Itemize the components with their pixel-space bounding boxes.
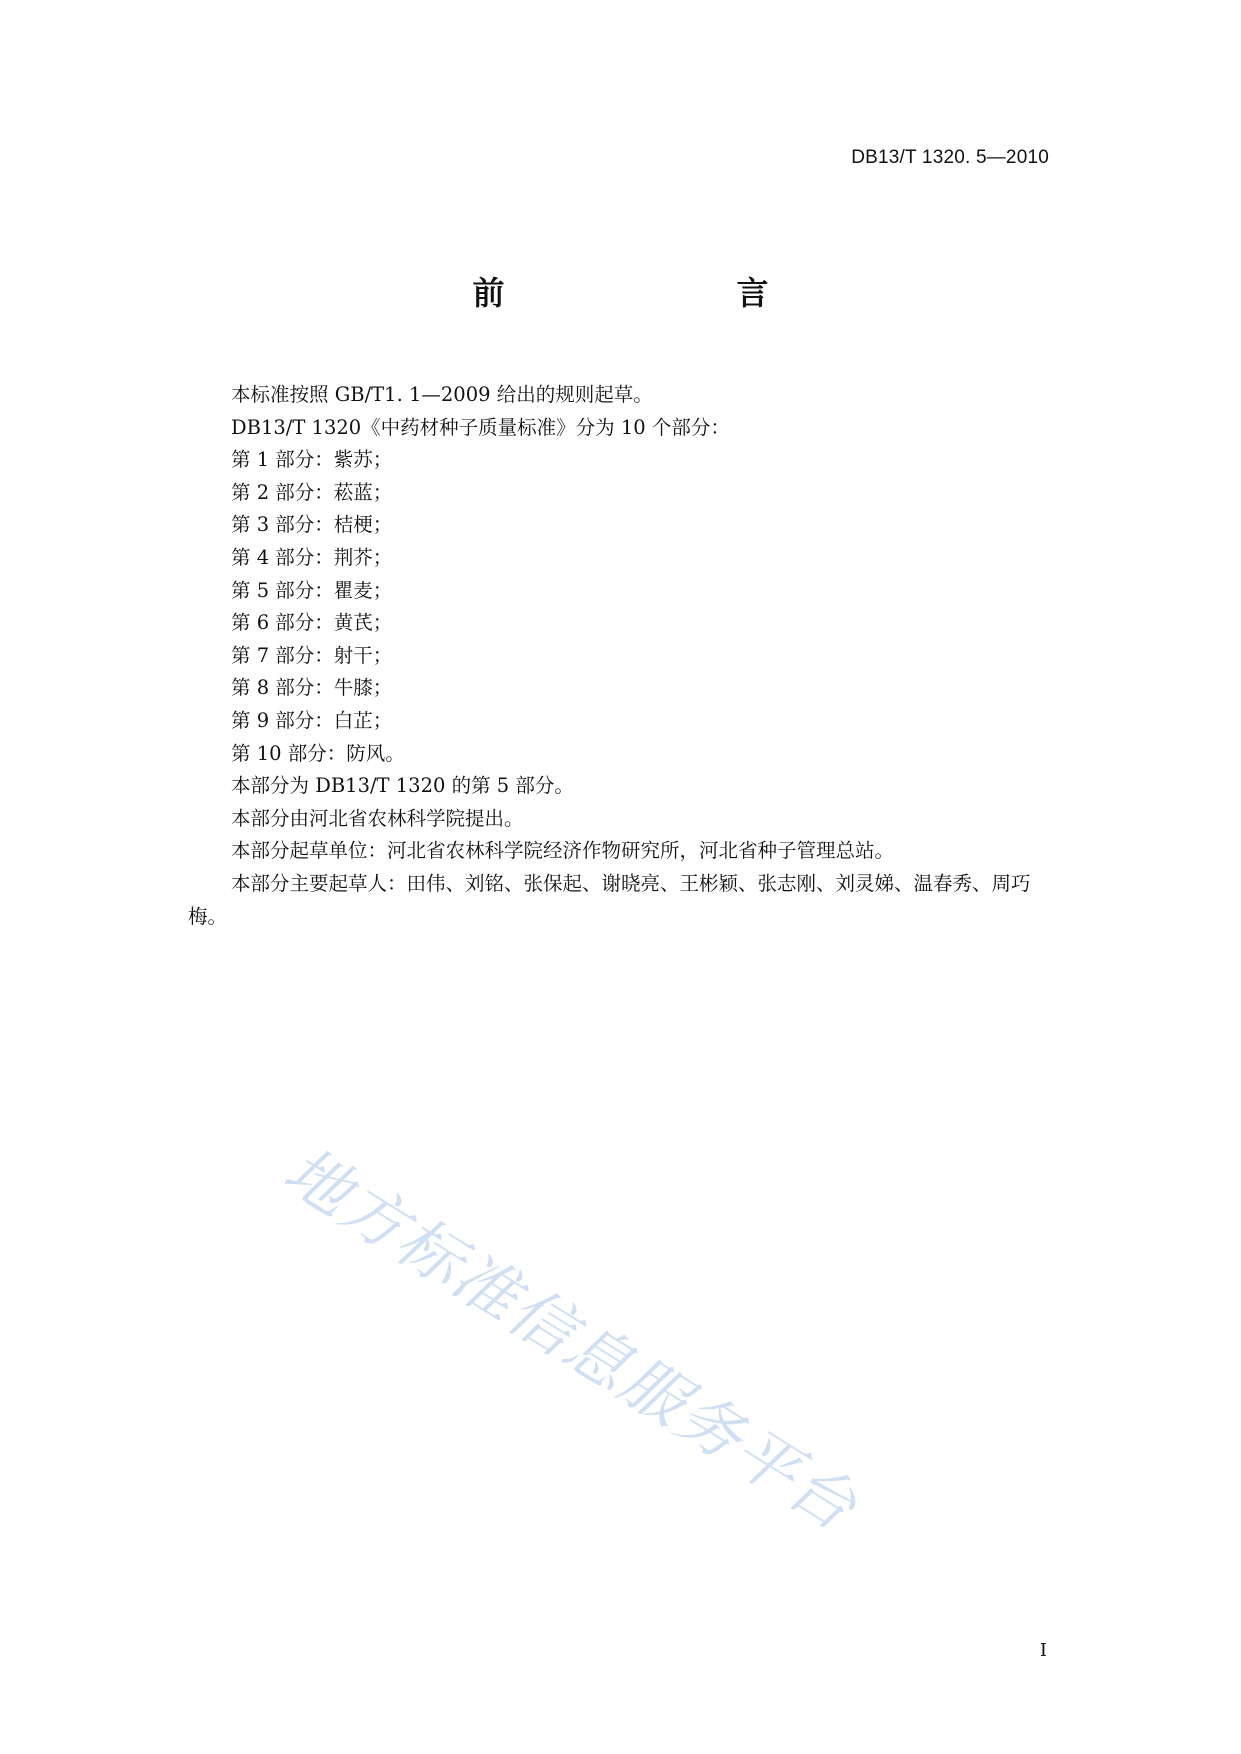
list-item-part-5: 第 5 部分：瞿麦； — [231, 578, 393, 602]
paragraph-drafters: 本部分主要起草人：田伟、刘铭、张保起、谢晓亮、王彬颖、张志刚、刘灵娣、温春秀、周巧梅。 — [188, 871, 1031, 928]
paragraph-parts-intro: DB13/T 1320《中药材种子质量标准》分为 10 个部分： — [231, 415, 730, 439]
page-title: 前 言 — [472, 274, 825, 312]
list-item-part-7: 第 7 部分：射干； — [231, 643, 393, 667]
watermark: 地方标准信息服务平台 — [270, 1133, 870, 1547]
paragraph-this-part: 本部分为 DB13/T 1320 的第 5 部分。 — [231, 774, 574, 798]
page-number: I — [1039, 1640, 1047, 1661]
list-item-part-1: 第 1 部分：紫苏； — [231, 448, 393, 472]
list-item-part-4: 第 4 部分：荆芥； — [231, 545, 393, 569]
list-item-part-2: 第 2 部分：菘蓝； — [231, 480, 393, 504]
list-item-part-10: 第 10 部分：防风。 — [231, 741, 405, 765]
paragraph-proposer: 本部分由河北省农林科学院提出。 — [231, 806, 524, 830]
list-item-part-8: 第 8 部分：牛膝； — [231, 676, 393, 700]
paragraph-drafting-rule: 本标准按照 GB/T1. 1—2009 给出的规则起草。 — [231, 383, 653, 406]
list-item-part-9: 第 9 部分：白芷； — [231, 708, 393, 732]
standard-code: DB13/T 1320. 5—2010 — [851, 147, 1049, 168]
list-item-part-3: 第 3 部分：桔梗； — [231, 513, 393, 537]
foreword-body — [188, 379, 1060, 933]
list-item-part-6: 第 6 部分：黄芪； — [231, 611, 393, 635]
paragraph-drafting-units: 本部分起草单位：河北省农林科学院经济作物研究所，河北省种子管理总站。 — [231, 839, 895, 863]
